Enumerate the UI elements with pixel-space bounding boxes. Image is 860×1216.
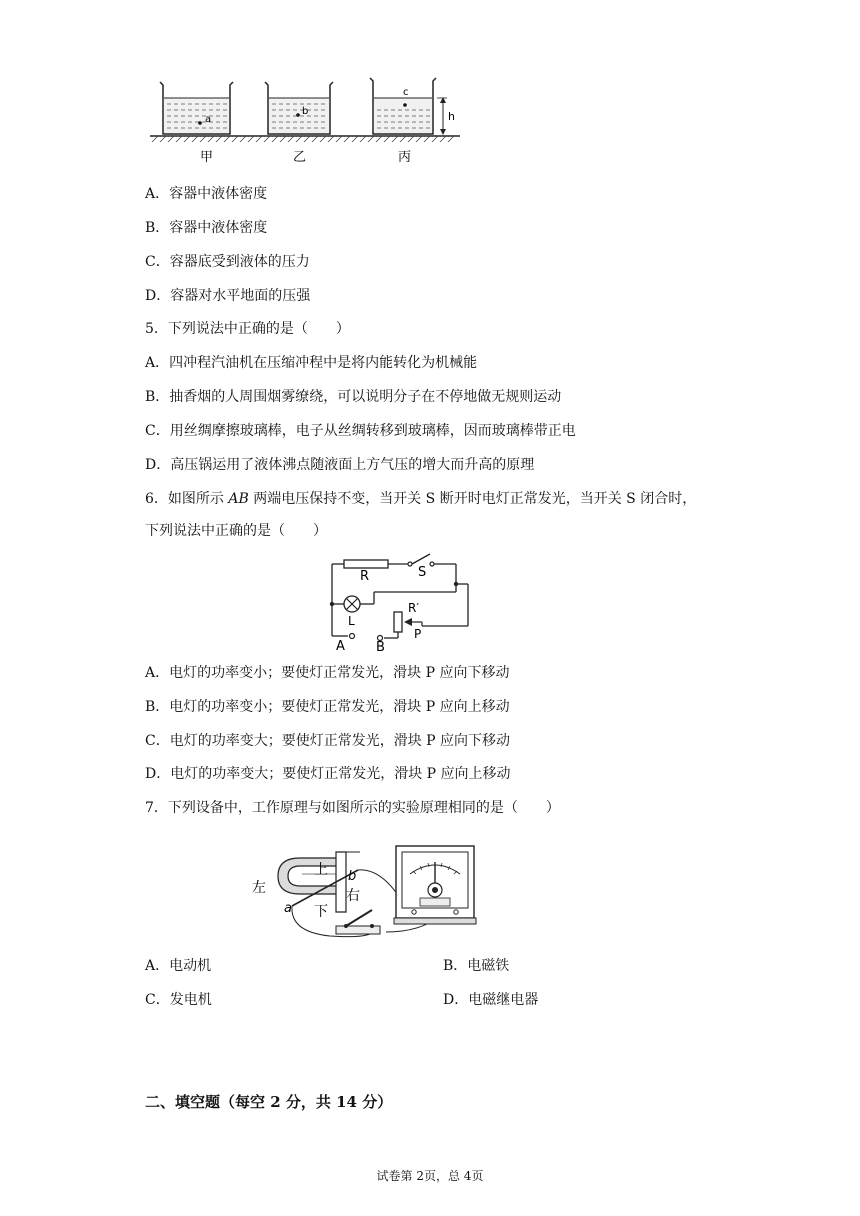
beaker-yi [265,82,333,134]
lamp-icon [344,596,360,612]
horseshoe-magnet-icon [278,858,342,894]
q6-option-c: C．电灯的功率变大；要使灯正常发光，滑块 P 应向下移动 [145,733,511,749]
q6-option-a: A．电灯的功率变小；要使灯正常发光，滑块 P 应向下移动 [145,665,510,681]
point-a-label: a [205,114,212,125]
label-down: 下 [314,904,328,920]
q4-option-a: A．容器中液体密度 [145,186,268,202]
label-jia: 甲 [200,150,214,165]
label-left: 左 [252,880,266,896]
label-b: b [348,869,357,884]
q5-option-a: A．四冲程汽油机在压缩冲程中是将内能转化为机械能 [145,355,478,371]
beakers-figure [148,76,464,168]
label-yi: 乙 [293,150,307,165]
terminal-b-label: B [376,640,385,652]
q7-stem: 7．下列设备中，工作原理与如图所示的实验原理相同的是（ ） [145,800,560,816]
page-footer: 试卷第 2页，总 4页 [376,1169,484,1183]
slider-p-label: P [414,627,422,641]
q4-option-c: C．容器底受到液体的压力 [145,254,310,270]
q4-option-b: B．容器中液体密度 [145,220,268,236]
galvanometer-icon [394,846,476,924]
height-label: h [448,110,455,123]
label-right: 右 [346,888,360,904]
q6-stem-line2: 下列说法中正确的是（ ） [145,523,327,539]
q4-option-d: D．容器对水平地面的压强 [145,288,311,304]
q6-stem: 6．如图所示 AB 两端电压保持不变，当开关 S 断开时电灯正常发光，当开关 S 闭合时， [145,491,697,507]
q5-option-c: C．用丝绸摩擦玻璃棒，电子从丝绸转移到玻璃棒，因而玻璃棒带正电 [145,423,576,439]
section-title: 二、填空题（每空 2 分，共 14 分） [145,1093,393,1111]
q6-option-d: D．电灯的功率变大；要使灯正常发光，滑块 P 应向上移动 [145,766,511,782]
induction-experiment-figure [250,840,490,942]
q6-option-b: B．电灯的功率变小；要使灯正常发光，滑块 P 应向上移动 [145,699,510,715]
q7-option-a: A．电动机 [145,958,212,974]
label-a: a [284,901,292,916]
terminal-a-label: A [336,639,345,652]
point-b-label: b [302,106,309,117]
beaker-jia [160,82,233,134]
label-up: 上 [314,862,328,878]
q7-option-b: B．电磁铁 [443,958,510,974]
rheostat-label: R′ [408,601,420,615]
label-bing: 丙 [398,150,412,165]
resistor-r-label: R [360,569,370,584]
q5-option-d: D．高压锅运用了液体沸点随液面上方气压的增大而升高的原理 [145,457,535,473]
q5-option-b: B．抽香烟的人周围烟雾缭绕，可以说明分子在不停地做无规则运动 [145,389,562,405]
knife-switch-icon [336,910,380,934]
q7-option-c: C．发电机 [145,992,212,1008]
lamp-l-label: L [348,614,355,628]
circuit-figure [322,552,484,652]
point-c-label: c [403,87,409,98]
switch-s-label: S [418,565,427,580]
q7-option-d: D．电磁继电器 [443,992,539,1008]
beaker-bing [370,78,455,135]
q5-stem: 5．下列说法中正确的是（ ） [145,321,350,337]
